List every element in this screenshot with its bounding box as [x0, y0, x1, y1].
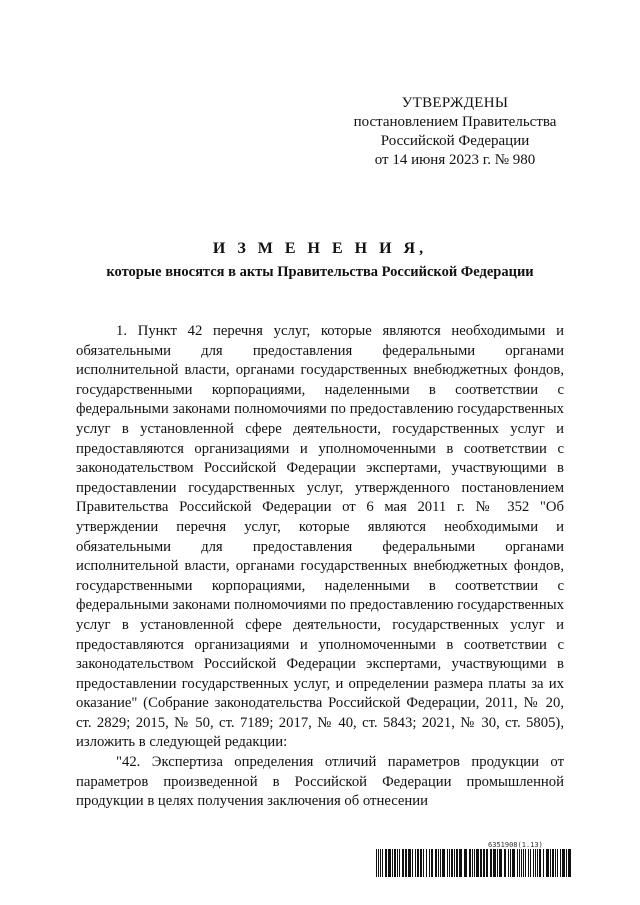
paragraph-2: "42. Экспертиза определения отличий параметров продукции от параметров произведенной в Российской Федерации промышленной продукции в целях получения заключения об отнесении [76, 754, 564, 810]
approval-line-resolution: постановлением Правительства [353, 114, 557, 130]
approval-line-date: от 14 июня 2023 г. № 980 [374, 152, 536, 168]
document-title: И З М Е Н Е Н И Я, [212, 240, 428, 257]
barcode [376, 849, 572, 877]
document-subtitle: которые вносятся в акты Правительства Российской Федерации [106, 264, 534, 280]
approval-line-country: Российской Федерации [380, 133, 530, 149]
approval-heading: УТВЕРЖДЕНЫ [401, 95, 509, 111]
document-body [76, 322, 564, 812]
approval-stamp [340, 94, 570, 170]
document-code: 6351908(1.13) [488, 841, 543, 849]
paragraph-1: 1. Пункт 42 перечня услуг, которые являются необходимыми и обязательными для предоставления федеральными органами исполнительной власти, органами государственных внебюджетных фондов, государственными корпорациями, наделенными в соответствии с федеральными законами полномочиями по предоставлению государственных услуг в установленной сфере деятельности, государственных услуг и предоставляются организациями и уполномоченными в соответствии с законодательством Российской Федерации экспертами, участвующими в предоставлении государственных услуг, утвержденного постановлением Правительства Российской Федерации от 6 мая 2011 г. № 352 "Об утверждении перечня услуг, которые являются необходимыми и обязательными для предоставления федеральными органами исполнительной власти, органами государственных внебюджетных фондов, государственными корпорациями, наделенными в соответствии с федеральными законами полномочиями по предоставлению государственных услуг в установленной сфере деятельности, государственных услуг и предоставляются организациями и уполномоченными в соответствии с законодательством Российской Федерации экспертами, участвующими в предоставлении государственных услуг, и определении размера платы за их оказание" (Собрание законодательства Российской Федерации, 2011, № 20, ст. 2829; 2015, № 50, ст. 7189; 2017, № 40, ст. 5843; 2021, № 30, ст. 5805), изложить в следующей редакции: [76, 323, 564, 751]
